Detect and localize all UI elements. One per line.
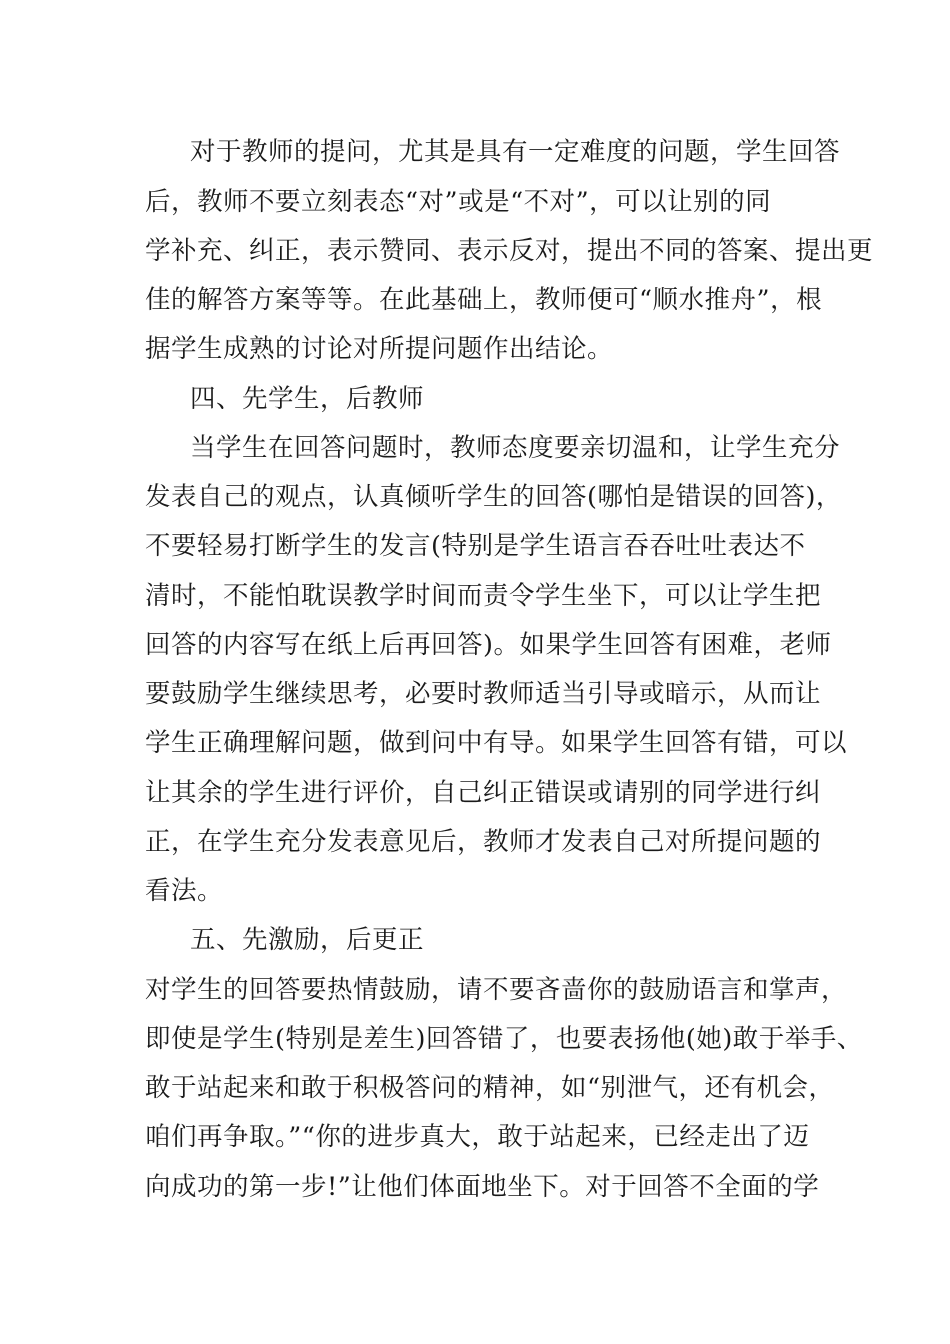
paragraph-line: 佳的解答方案等等。在此基础上，教师便可“顺水推舟”，根 bbox=[145, 285, 823, 315]
paragraph-line: 当学生在回答问题时，教师态度要亲切温和，让学生充分 bbox=[190, 433, 841, 463]
paragraph-line: 让其余的学生进行评价，自己纠正错误或请别的同学进行纠 bbox=[145, 778, 822, 808]
paragraph-line: 要鼓励学生继续思考，必要时教师适当引导或暗示，从而让 bbox=[145, 679, 822, 709]
paragraph-line: 向成功的第一步!”让他们体面地坐下。对于回答不全面的学 bbox=[145, 1172, 820, 1202]
paragraph-line: 据学生成熟的讨论对所提问题作出结论。 bbox=[145, 334, 614, 364]
paragraph-line: 对于教师的提问，尤其是具有一定难度的问题，学生回答 bbox=[190, 137, 841, 167]
paragraph-line: 正，在学生充分发表意见后，教师才发表自己对所提问题的 bbox=[145, 827, 822, 857]
paragraph-line: 清时，不能怕耽误教学时间而责令学生坐下，可以让学生把 bbox=[145, 581, 822, 611]
paragraph-line: 后，教师不要立刻表态“对”或是“不对”，可以让别的同 bbox=[145, 187, 772, 217]
paragraph-line: 回答的内容写在纸上后再回答)。如果学生回答有困难，老师 bbox=[145, 630, 832, 660]
paragraph-line: 发表自己的观点，认真倾听学生的回答(哪怕是错误的回答)， bbox=[145, 482, 842, 512]
paragraph-line: 学生正确理解问题，做到问中有导。如果学生回答有错，可以 bbox=[145, 728, 848, 758]
section-heading: 五、先激励，后更正 bbox=[190, 925, 425, 955]
paragraph-line: 学补充、纠正，表示赞同、表示反对，提出不同的答案、提出更 bbox=[145, 236, 874, 266]
paragraph-line: 即使是学生(特别是差生)回答错了，也要表扬他(她)敢于举手、 bbox=[145, 1024, 863, 1054]
paragraph-line: 对学生的回答要热情鼓励，请不要吝啬你的鼓励语言和掌声， bbox=[145, 975, 848, 1005]
paragraph-line: 看法。 bbox=[145, 876, 224, 906]
section-heading: 四、先学生，后教师 bbox=[190, 384, 425, 414]
paragraph-line: 咱们再争取。”“你的进步真大，敢于站起来，已经走出了迈 bbox=[145, 1122, 810, 1152]
paragraph-line: 不要轻易打断学生的发言(特别是学生语言吞吞吐吐表达不 bbox=[145, 531, 806, 561]
paragraph-line: 敢于站起来和敢于积极答问的精神，如“别泄气，还有机会， bbox=[145, 1073, 835, 1103]
